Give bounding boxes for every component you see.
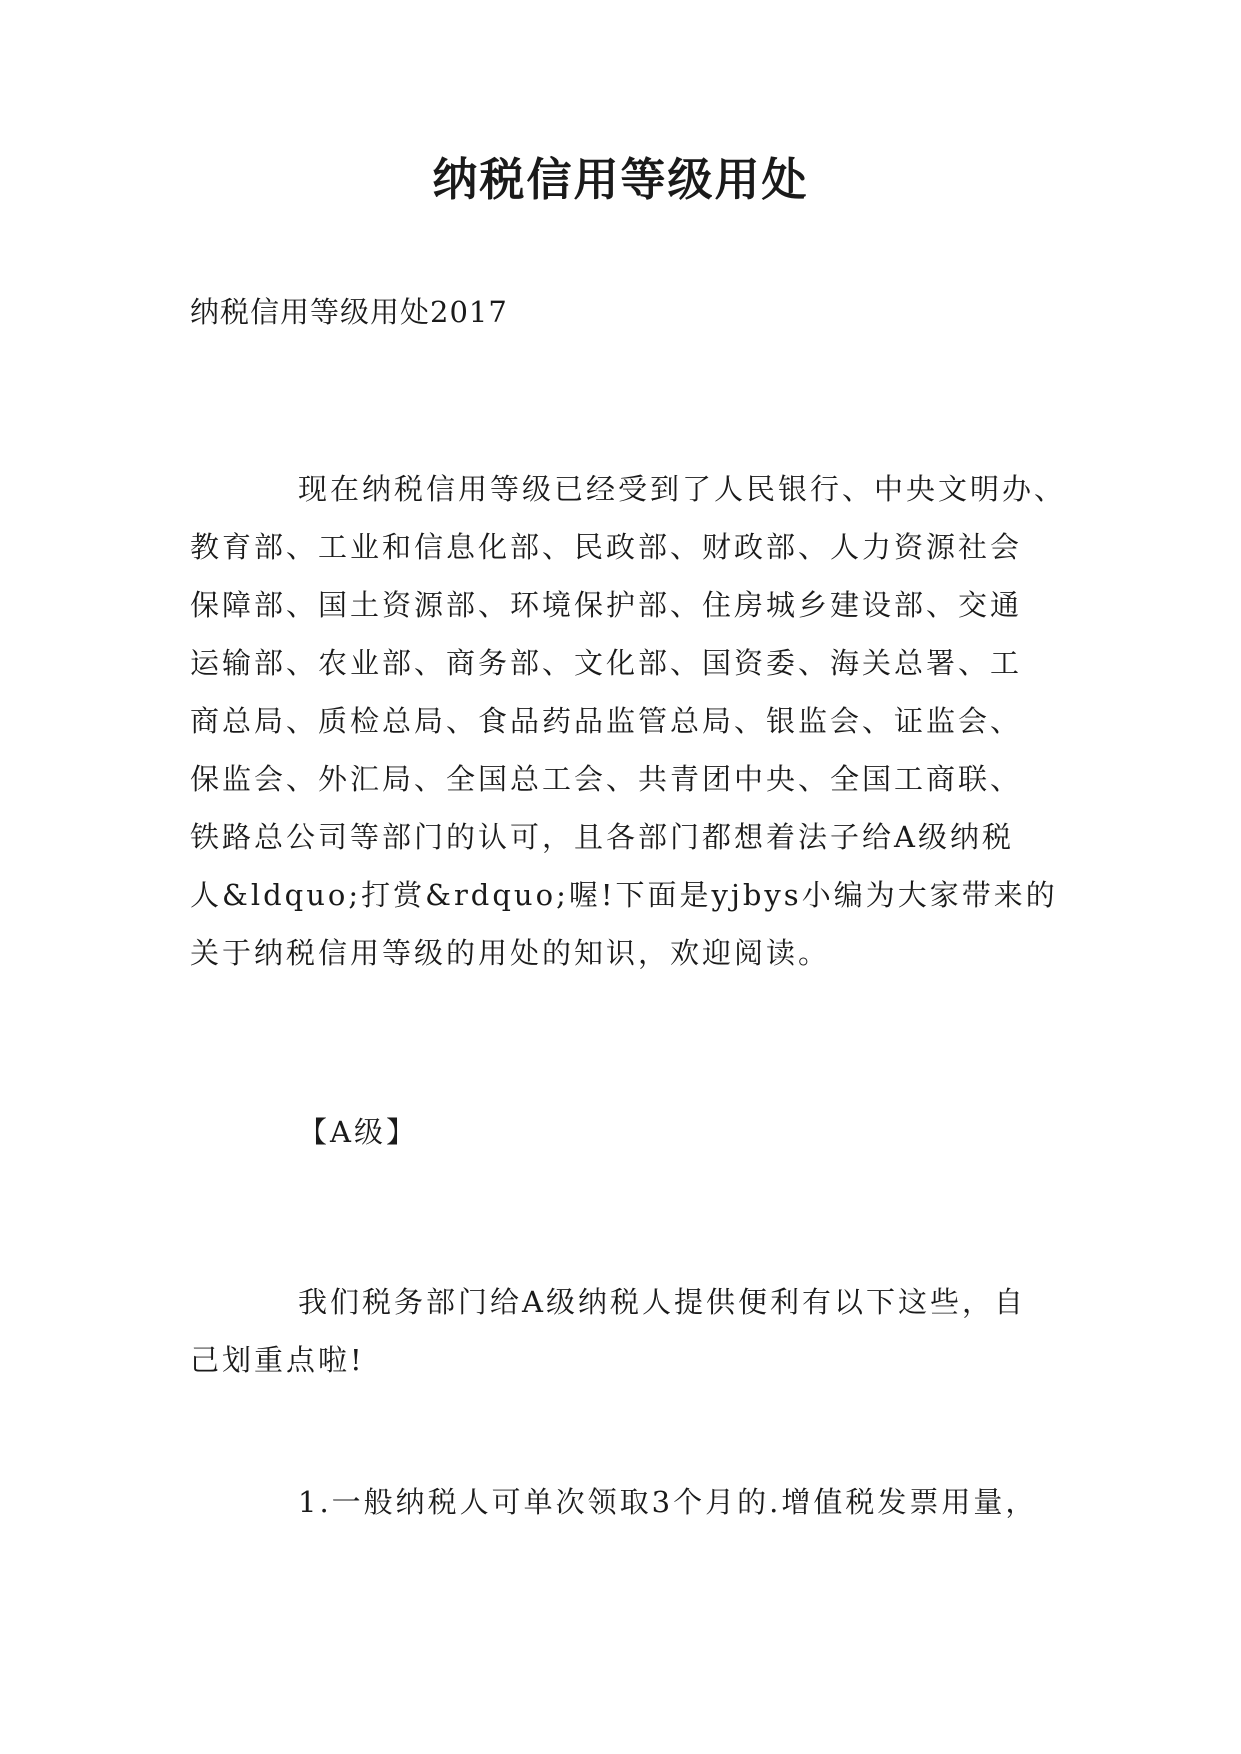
section-a-intro-line-2: 己划重点啦! <box>190 1343 365 1377</box>
intro-line-7: 铁路总公司等部门的认可，且各部门都想着法子给A级纳税 <box>190 820 1014 854</box>
intro-paragraph <box>190 460 1070 982</box>
section-a-heading <box>190 1103 1070 1161</box>
document-subtitle: 纳税信用等级用处2017 <box>190 295 508 329</box>
list-item-1-text: 1.一般纳税人可单次领取3个月的.增值税发票用量， <box>298 1485 1038 1519</box>
list-item-1 <box>190 1473 1070 1531</box>
intro-line-8: 人&ldquo;打赏&rdquo;喔!下面是yjbys小编为大家带来的 <box>190 878 1058 912</box>
intro-line-6: 保监会、外汇局、全国总工会、共青团中央、全国工商联、 <box>190 762 1023 796</box>
intro-line-9: 关于纳税信用等级的用处的知识，欢迎阅读。 <box>190 936 831 970</box>
intro-line-1: 现在纳税信用等级已经受到了人民银行、中央文明办、 <box>298 472 1067 506</box>
intro-line-5: 商总局、质检总局、食品药品监管总局、银监会、证监会、 <box>190 704 1023 738</box>
section-a-intro-line-1: 我们税务部门给A级纳税人提供便利有以下这些，自 <box>298 1285 1026 1319</box>
section-a-intro-paragraph <box>190 1273 1070 1389</box>
intro-line-2: 教育部、工业和信息化部、民政部、财政部、人力资源社会 <box>190 530 1023 564</box>
document-title: 纳税信用等级用处 <box>432 153 809 206</box>
intro-line-3: 保障部、国土资源部、环境保护部、住房城乡建设部、交通 <box>190 588 1023 622</box>
section-a-heading-text: 【A级】 <box>298 1115 418 1149</box>
intro-line-4: 运输部、农业部、商务部、文化部、国资委、海关总署、工 <box>190 646 1023 680</box>
